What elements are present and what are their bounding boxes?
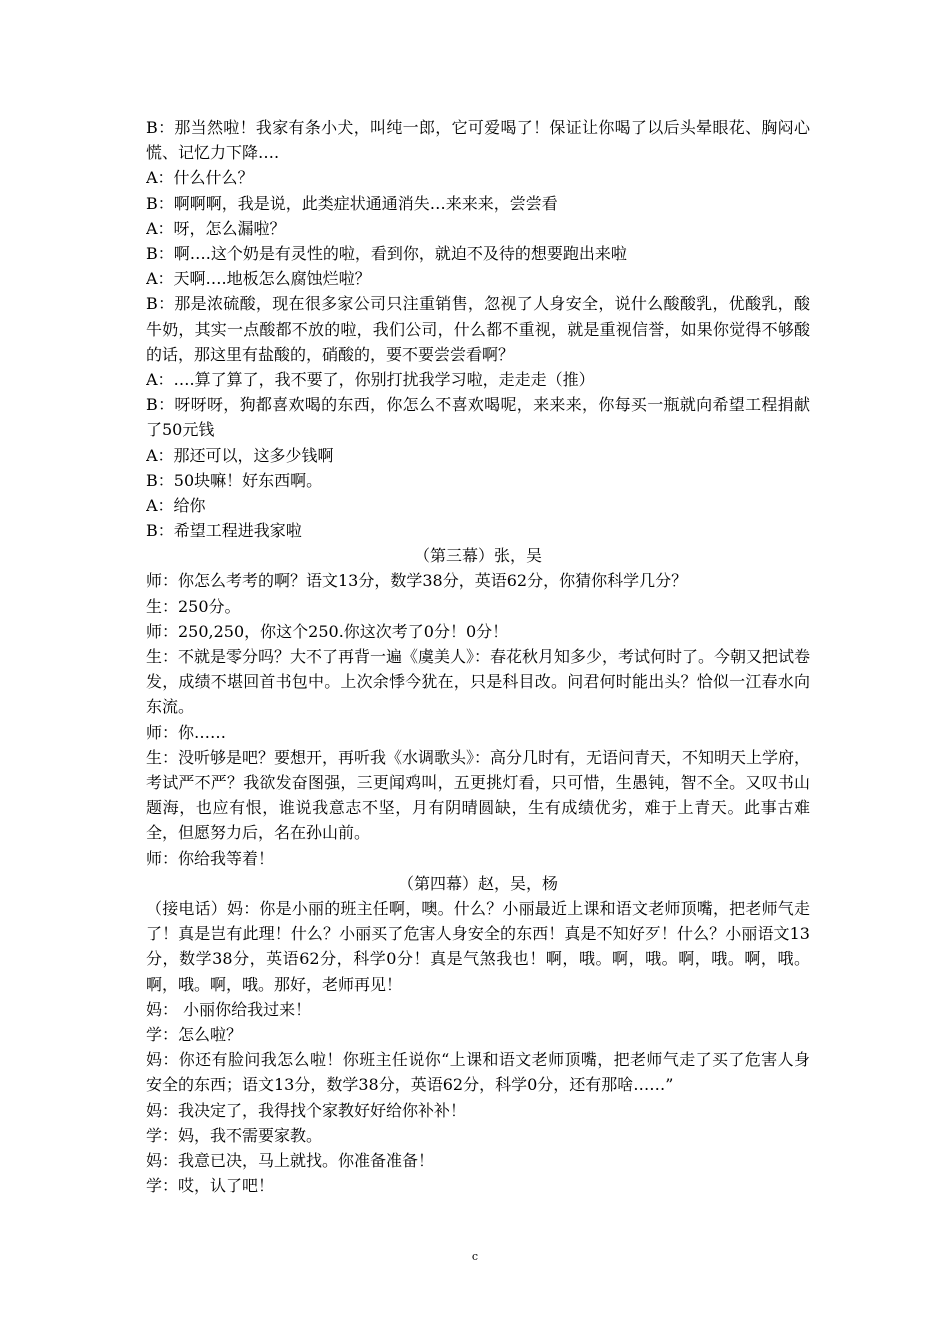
script-lines [146, 115, 810, 1198]
dialogue-line: B：呀呀呀，狗都喜欢喝的东西，你怎么不喜欢喝呢，来来来，你每买一瓶就向希望工程捐献了50元钱 [146, 395, 810, 440]
page-footer-marker: c [471, 1250, 479, 1263]
dialogue-line: 师：你怎么考考的啊？语文13分，数学38分，英语62分，你猜你科学几分？ [146, 571, 688, 591]
dialogue-line: 妈：你还有脸问我怎么啦！你班主任说你“上课和语文老师顶嘴，把老师气走了买了危害人身安全的东西；语文13分，数学38分，英语62分，科学0分，还有那啥……” [146, 1050, 810, 1095]
dialogue-line: B：希望工程进我家啦 [146, 521, 302, 541]
dialogue-line: 学：怎么啦？ [146, 1025, 243, 1045]
scene-heading: （第四幕）赵，吴，杨 [397, 873, 558, 893]
dialogue-line: A：….算了算了，我不要了，你别打扰我学习啦，走走走（推） [146, 369, 595, 389]
dialogue-line: 生：没听够是吧？要想开，再听我《水调歌头》：高分几时有，无语问青天，不知明天上学府，考试严不严？我欲发奋图强，三更闻鸡叫，五更挑灯看，只可惜，生愚钝，智不全。又叹书山题海，也应有恨，谁说我意志不坚，月有阴晴圆缺，生有成绩优劣，难于上青天。此事古难全，但愿努力后，名在孙山前。 [146, 747, 811, 843]
dialogue-line: 师：250,250，你这个250.你这次考了0分！0分！ [146, 621, 509, 641]
dialogue-line: B：啊….这个奶是有灵性的啦，看到你，就迫不及待的想要跑出来啦 [146, 243, 627, 263]
dialogue-line: 妈：我意已决，马上就找。你准备准备！ [146, 1151, 435, 1170]
dialogue-line: 生：不就是零分吗？大不了再背一遍《虞美人》：春花秋月知多少，考试何时了。今朝又把试卷发，成绩不堪回首书包中。上次余悸今犹在，只是科目改。问君何时能出头？恰似一江春水向东流。 [146, 647, 811, 717]
document-body [146, 115, 810, 1198]
dialogue-line: 学：哎，认了吧！ [146, 1176, 275, 1196]
scene-heading: （第三幕）张，吴 [413, 546, 542, 566]
dialogue-line: 妈：我决定了，我得找个家教好好给你补补！ [146, 1100, 467, 1120]
dialogue-line: 妈： 小丽你给我过来！ [146, 999, 312, 1019]
dialogue-line: 师：你…… [146, 722, 227, 742]
dialogue-line: 师：你给我等着！ [146, 848, 275, 868]
dialogue-line: B：50块嘛！好东西啊。 [146, 470, 323, 490]
dialogue-line: 生：250分。 [146, 596, 241, 616]
dialogue-line: （接电话）妈：你是小丽的班主任啊，噢。什么？小丽最近上课和语文老师顶嘴，把老师气走了！真是岂有此理！什么？小丽买了危害人身安全的东西！真是不知好歹！什么？小丽语文13分，数学38分，英语62分，科学0分！真是气煞我也！啊，哦。啊，哦。啊，哦。啊，哦。啊，哦。啊，哦。那好，老师再见！ [146, 899, 810, 994]
dialogue-line: B：那是浓硫酸，现在很多家公司只注重销售，忽视了人身安全，说什么酸酸乳，优酸乳，酸牛奶，其实一点酸都不放的啦，我们公司，什么都不重视，就是重视信誉，如果你觉得不够酸的话，那这里有盐酸的，硝酸的，要不要尝尝看啊？ [146, 294, 810, 364]
dialogue-line: 学：妈，我不需要家教。 [146, 1125, 323, 1145]
dialogue-line: A：呀，怎么漏啦？ [146, 218, 286, 238]
dialogue-line: A：什么什么？ [146, 168, 254, 188]
dialogue-line: B：啊啊啊，我是说，此类症状通通消失…来来来，尝尝看 [146, 193, 558, 213]
dialogue-line: A：天啊….地板怎么腐蚀烂啦？ [146, 269, 371, 289]
dialogue-line: B：那当然啦！我家有条小犬，叫纯一郎，它可爱喝了！保证让你喝了以后头晕眼花、胸闷心慌、记忆力下降…. [146, 118, 810, 163]
dialogue-line: A：给你 [146, 495, 206, 515]
dialogue-line: A：那还可以，这多少钱啊 [146, 445, 334, 465]
